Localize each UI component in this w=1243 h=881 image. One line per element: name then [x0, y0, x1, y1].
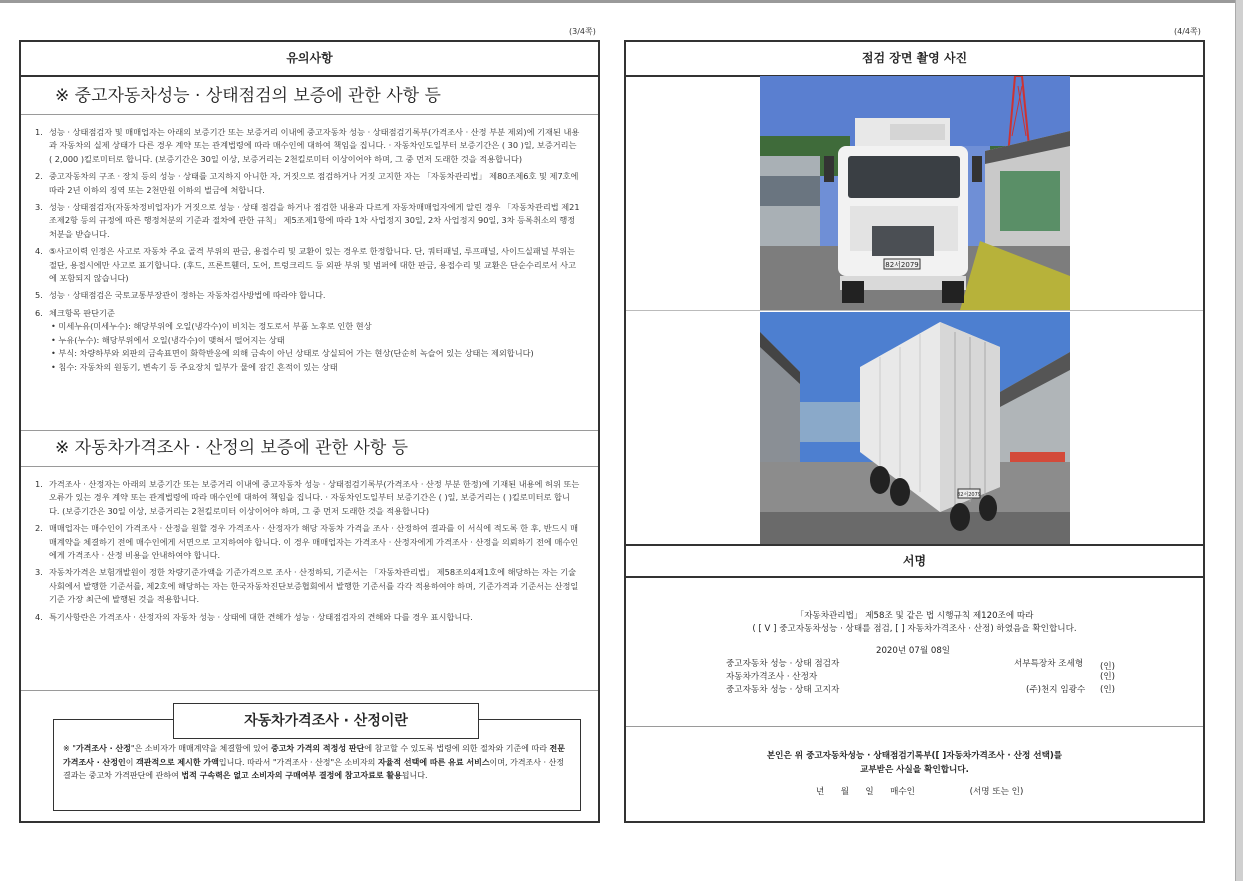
receipt-line-1: 본인은 위 중고자동차성능 · 상태점검기록부([ ]자동차가격조사 · 산정 선택)를 [766, 751, 1063, 761]
receipt-line-2: 교부받은 사실을 확인합니다. [860, 765, 969, 775]
section1-title: ※ 중고자동차성능 · 상태점검의 보증에 관한 사항 등 [55, 86, 441, 106]
inspector-label: 중고자동차 성능 · 상태 점검자 [726, 659, 840, 669]
section2-list [35, 478, 580, 628]
appraiser-label: 자동차가격조사 · 산정자 [726, 672, 818, 682]
criteria-line: • 누유(누수): 해당부위에서 오일(냉각수)이 맺혀서 떨어지는 상태 [51, 334, 285, 345]
divider [21, 114, 598, 115]
list-item: 4. ⑤사고이력 인정은 사고로 자동차 주요 골격 부위의 판금, 용접수리 및 교환이 있는 경우로 한정합니다. 단, 쿼터패널, 루프패널, 사이드실패널 부위는 절단, 용접시에만 사고로 표기합니다. (후드, 프론트휀더, 도어, 트렁크리드 등 외판 부위 및 범퍼에 대한 판금, 용접수리 및 교환은 단순수리로서 사고에 포함되지 않습니다) [35, 246, 576, 284]
inspector-seal: (인) [1100, 662, 1116, 672]
list-item: 5. 성능 · 상태점검은 국토교통부장관이 정하는 자동차검사방법에 따라야 합니다. [35, 290, 326, 301]
list-item: 1. 성능 · 상태점검자 및 매매업자는 아래의 보증기간 또는 보증거리 이내에 중고자동차 성능 · 상태점검기록부(가격조사 · 산정 부분 제외)에 기재된 내용과 자동차의 실제 상태가 다른 경우 계약 또는 관계법령에 따라 매수인에 대하여 책임을 집니다. · 자동차인도일부터 보증기간은 ( 30 )일, 보증거리는 ( 2,000 )킬로미터로 합니다. (보증기간은 30일 이상, 보증거리는 2천킬로미터 이상이어야 하며, 그 중 먼저 도래한 것을 적용합니다) [35, 127, 580, 164]
list-item: 3. 자동차가격은 보험개발원이 정한 차량기준가액을 기준가격으로 조사 · 산정하되, 기준서는 「자동차관리법」 제58조의4제1호에 해당하는 자는 기술사회에서 발행한 기준서를, 제2호에 해당하는 자는 한국자동차진단보증협회에서 발행한 기준서를 각각 적용하여야 하며, 기준가격과 기준서는 산정일 기준 가장 최근에 발행된 것을 적용합니다. [35, 567, 579, 605]
list-item: 2. 중고자동차의 구조 · 장치 등의 성능 · 상태를 고지하지 아니한 자, 거짓으로 점검하거나 거짓 고지한 자는 「자동차관리법」 제80조제6호 및 제7호에 따라 2년 이하의 징역 또는 2천만원 이하의 벌금에 처합니다. [35, 171, 579, 195]
notifier-name: (주)천지 임광수 [1026, 685, 1086, 695]
sign-header: 서명 [626, 546, 1203, 578]
statement-line-1: 「자동차관리법」 제58조 및 같은 법 시행규칙 제120조에 따라 [795, 611, 1034, 621]
window-top-border [0, 0, 1243, 3]
vertical-scrollbar[interactable] [1235, 0, 1243, 881]
sign-date: 2020년 07월 08일 [876, 646, 951, 656]
list-item: 1. 가격조사 · 산정자는 아래의 보증기간 또는 보증거리 이내에 중고자동차 성능 · 상태점검기록부(가격조사 · 산정 부분 한정)에 기재된 내용에 허위 또는 오류가 있는 경우 계약 또는 관계법령에 따라 매수인에 대하여 책임을 집니다. · 자동차인도일부터 보증기간은 ( )일, 보증거리는 ( )킬로미터로 합니다. (보증기간은 30일 이상, 보증거리는 2천킬로미터 이상이어야 하며, 그 중 먼저 도래한 것을 적용합니다) [35, 479, 580, 516]
notice-header: 유의사항 [21, 42, 598, 77]
appraiser-seal: (인) [1100, 672, 1116, 682]
section2-title: ※ 자동차가격조사 · 산정의 보증에 관한 사항 등 [55, 438, 409, 458]
truck-front-photo [760, 76, 1070, 310]
list-item: 3. 성능 · 상태점검자(자동차정비업자)가 거짓으로 성능 · 상태 점검을 하거나 점검한 내용과 다르게 자동차매매업자에게 알린 경우 「자동차관리법 제21조제2항 등의 규정에 따른 행정처분의 기준과 절차에 관한 규칙」 제5조제1항에 따라 1차 사업정지 30일, 2차 사업정지 90일, 3차 등록취소의 행정처분을 받습니다. [35, 202, 580, 239]
criteria-line: • 침수: 자동차의 원동기, 변속기 등 주요장치 일부가 물에 잠긴 흔적이 있는 상태 [51, 361, 338, 372]
criteria-line: • 미세누유(미세누수): 해당부위에 오일(냉각수)이 비치는 정도로서 부품 노후로 인한 현상 [51, 321, 372, 332]
divider [21, 466, 598, 467]
rear-plate-text: 82서2079 [957, 492, 981, 498]
list-item: 6. 체크항목 판단기준 [35, 307, 115, 318]
notifier-label: 중고자동차 성능 · 상태 고지자 [726, 685, 840, 695]
front-plate-text: 82서2079 [885, 261, 919, 269]
buyer-signature-line: 년 월 일 매수인 (서명 또는 인) [816, 787, 1024, 797]
divider [626, 310, 1203, 311]
notifier-seal: (인) [1100, 685, 1116, 695]
list-item: 4. 특기사항란은 가격조사 · 산정자의 자동차 성능 · 상태에 대한 견해가 성능 · 상태점검자의 견해와 다를 경우 표시합니다. [35, 611, 473, 622]
statement-line-2: ( [ V ] 중고자동차성능 · 상태를 점검, [ ] 자동차가격조사 · 산정) 하였음을 확인합니다. [752, 624, 1077, 634]
divider [21, 690, 598, 691]
list-item: 2. 매매업자는 매수인이 가격조사 · 산정을 원할 경우 가격조사 · 산정자가 해당 자동차 가격을 조사 · 산정하여 결과를 이 서식에 적도록 한 후, 반드시 매매계약을 체결하기 전에 매수인에게 서면으로 고지하여야 합니다. 이 경우 매매업자는 가격조사 · 산정자에게 가격조사 · 산정을 의뢰하기 전에 매수인에게 가격조사 · 산정 비용을 안내하여야 합니다. [35, 523, 579, 561]
divider [626, 726, 1203, 727]
page-number-left: (3/4쪽) [569, 27, 596, 36]
criteria-line: • 부식: 차량하부와 외판의 금속표면이 화학반응에 의해 금속이 아닌 상태로 상실되어 가는 현상(단순히 녹슬어 있는 상태는 제외합니다) [51, 348, 534, 359]
photo-header: 점검 장면 촬영 사진 [626, 42, 1203, 77]
notice-panel [19, 40, 600, 823]
price-info-title: 자동차가격조사 · 산정이란 [173, 703, 479, 739]
inspector-name: 서부특장차 조세형 [1014, 659, 1084, 669]
section1-list [35, 126, 580, 374]
photo-sign-panel [624, 40, 1205, 823]
page-number-right: (4/4쪽) [1174, 27, 1201, 36]
truck-rear-photo [760, 312, 1070, 544]
price-info-text: ※ "가격조사 · 산정"은 소비자가 매매계약을 체결함에 있어 중고차 가격의 적정성 판단에 참고할 수 있도록 법령에 의한 절차와 기준에 따라 전문 가격조사 · 산정인이 객관적으로 제시한 가액입니다. 따라서 "가격조사 · 산정"은 소비자의 자율적 선택에 따른 유료 서비스이며, 가격조사 · 산정 결과는 중고차 가격판단에 관하여 법적 구속력은 없고 소비자의 구매여부 결정에 참고자료로 활용됩니다. [63, 744, 565, 780]
